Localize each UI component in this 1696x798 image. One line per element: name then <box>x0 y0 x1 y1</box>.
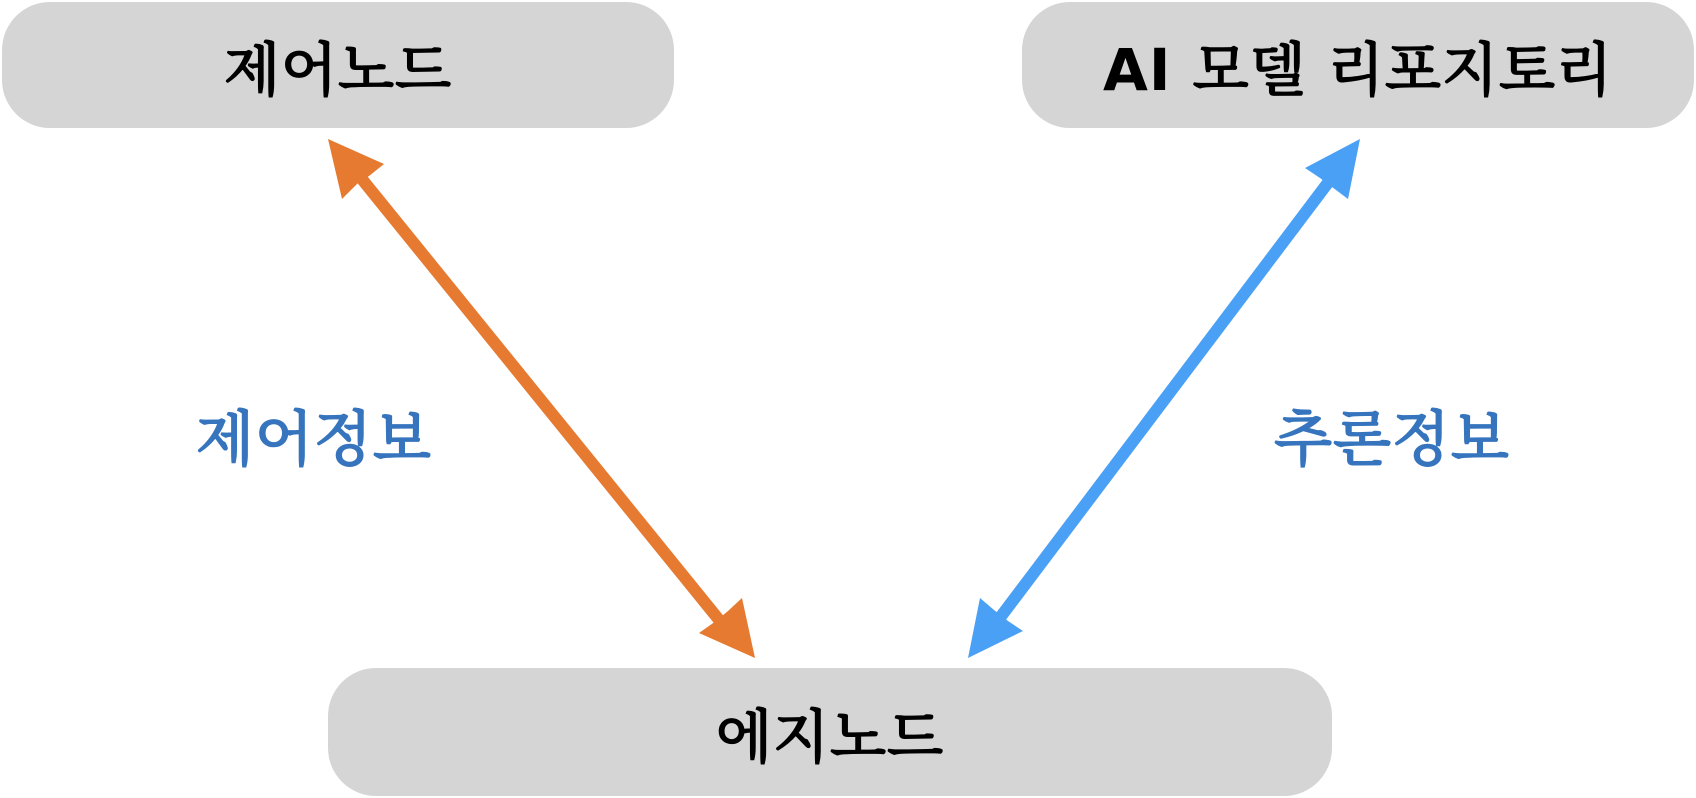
control-node-box <box>2 2 674 128</box>
ai-model-repository-box <box>1022 2 1694 128</box>
ai-model-repository-label: AI 모델 리포지토리 <box>1102 36 1614 104</box>
inference-info-label: 추론정보 <box>1274 405 1510 475</box>
control-info-label: 제어정보 <box>196 405 432 475</box>
control-node-label: 제어노드 <box>223 36 453 104</box>
edge-node-box <box>328 668 1332 796</box>
edge-node-label: 에지노드 <box>715 703 945 771</box>
inference-info-arrowhead-top <box>1305 139 1360 199</box>
